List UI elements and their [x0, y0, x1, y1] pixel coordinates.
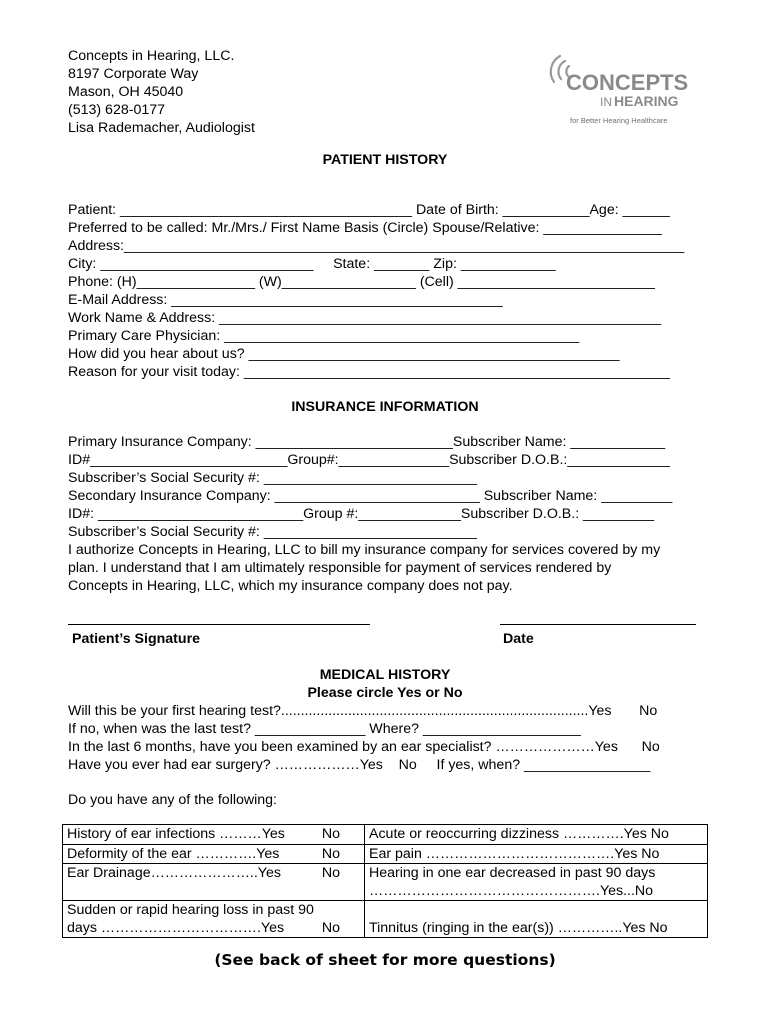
- table-row: [63, 844, 708, 864]
- primary-insurance-field[interactable]: Primary Insurance Company: _________________________Subscriber Name: ____________: [68, 434, 666, 450]
- footer-note: (See back of sheet for more questions): [214, 951, 556, 969]
- phone-fields[interactable]: Phone: (H)_______________ (W)_________________ (Cell) _________________________: [68, 274, 655, 290]
- table-row: [63, 864, 708, 901]
- no-option[interactable]: No: [321, 919, 340, 936]
- ear-surgery-question[interactable]: Have you ever had ear surgery? ………………Yes No If yes, when? ________________: [68, 757, 651, 773]
- condition-dizziness[interactable]: [365, 825, 708, 845]
- condition-yes-no: ………………………………………….Yes...No: [369, 882, 654, 899]
- no-option[interactable]: No: [321, 826, 340, 842]
- org-phone: (513) 628-0177: [68, 102, 166, 118]
- concepts-in-hearing-logo: [548, 52, 698, 132]
- date-label: Date: [503, 631, 534, 647]
- org-city-state-zip: Mason, OH 45040: [68, 84, 184, 100]
- first-hearing-test-question[interactable]: Will this be your first hearing test?..............................................................................Yes No: [68, 703, 658, 719]
- table-row: [63, 901, 708, 938]
- condition-label: Hearing in one ear decreased in past 90 days: [369, 865, 656, 881]
- secondary-id-group-dob-field[interactable]: ID#: __________________________Group #:_____________Subscriber D.O.B.: _________: [68, 506, 655, 522]
- city-state-zip-field[interactable]: City: ___________________________ State: _______ Zip: ____________: [68, 256, 556, 272]
- condition-sudden-hearing-loss[interactable]: [63, 901, 365, 938]
- condition-ear-pain[interactable]: [365, 844, 708, 864]
- table-row: [63, 825, 708, 845]
- work-address-field[interactable]: Work Name & Address: ________________________________________________________: [68, 310, 661, 326]
- condition-label: Sudden or rapid hearing loss in past 90: [67, 902, 314, 918]
- ear-specialist-question[interactable]: In the last 6 months, have you been examined by an ear specialist? …………………Yes No: [68, 739, 660, 755]
- logo-word-in: IN: [600, 95, 612, 109]
- org-name: Concepts in Hearing, LLC.: [68, 48, 235, 64]
- preferred-name-field[interactable]: Preferred to be called: Mr./Mrs./ First Name Basis (Circle) Spouse/Relative: _______________: [68, 220, 662, 236]
- address-field[interactable]: Address:_______________________________________________________________________: [68, 238, 685, 254]
- medical-history-title: MEDICAL HISTORY: [319, 667, 451, 683]
- condition-ear-infections[interactable]: [63, 825, 365, 845]
- insurance-title: INSURANCE INFORMATION: [291, 399, 479, 415]
- org-street: 8197 Corporate Way: [68, 66, 199, 82]
- logo-tagline: for Better Hearing Healthcare: [570, 116, 668, 125]
- condition-tinnitus[interactable]: [365, 901, 708, 938]
- authorization-text-3: Concepts in Hearing, LLC, which my insurance company does not pay.: [68, 578, 513, 594]
- signature-line[interactable]: [68, 624, 370, 625]
- condition-label: Tinnitus (ringing in the ear(s)) …………..Yes No: [369, 919, 668, 936]
- conditions-table: [62, 824, 708, 938]
- last-test-question[interactable]: If no, when was the last test? ______________ Where? ____________________: [68, 721, 581, 737]
- signature-label: Patient’s Signature: [72, 631, 200, 647]
- patient-history-title: PATIENT HISTORY: [322, 152, 448, 168]
- condition-label: Ear Drainage…………………..Yes: [67, 865, 281, 881]
- no-option[interactable]: No: [321, 865, 340, 881]
- logo-word-concepts: CONCEPTS: [566, 70, 689, 95]
- primary-ssn-field[interactable]: Subscriber’s Social Security #: ___________________________: [68, 470, 477, 486]
- authorization-text-1: I authorize Concepts in Hearing, LLC to bill my insurance company for services covered by my: [68, 542, 661, 558]
- no-option[interactable]: No: [321, 845, 340, 862]
- email-field[interactable]: E-Mail Address: __________________________________________: [68, 292, 503, 308]
- condition-one-ear-decrease[interactable]: [365, 864, 708, 901]
- primary-physician-field[interactable]: Primary Care Physician: _____________________________________________: [68, 328, 580, 344]
- patient-dob-age-field[interactable]: Patient: _____________________________________ Date of Birth: ___________Age: ______: [68, 202, 670, 218]
- secondary-ssn-field[interactable]: Subscriber’s Social Security #: ___________________________: [68, 524, 477, 540]
- date-line[interactable]: [500, 624, 696, 625]
- condition-yes: days …………………………….Yes: [67, 919, 285, 936]
- primary-id-group-dob-field[interactable]: ID#_________________________Group#:______________Subscriber D.O.B.:_____________: [68, 452, 670, 468]
- conditions-intro: Do you have any of the following:: [68, 792, 278, 808]
- visit-reason-field[interactable]: Reason for your visit today: ______________________________________________________: [68, 364, 670, 380]
- condition-label: History of ear infections ………Yes: [67, 826, 285, 842]
- medical-history-subtitle: Please circle Yes or No: [307, 685, 463, 701]
- secondary-insurance-field[interactable]: Secondary Insurance Company: __________________________ Subscriber Name: _________: [68, 488, 673, 504]
- condition-label: Deformity of the ear ………….Yes: [67, 845, 280, 862]
- condition-ear-drainage[interactable]: [63, 864, 365, 901]
- condition-label: Acute or reoccurring dizziness ………….Yes No: [369, 826, 669, 842]
- org-provider: Lisa Rademacher, Audiologist: [68, 120, 255, 136]
- condition-ear-deformity[interactable]: [63, 844, 365, 864]
- logo-word-hearing: HEARING: [614, 93, 679, 109]
- authorization-text-2: plan. I understand that I am ultimately responsible for payment of services rendered by: [68, 560, 612, 576]
- referral-source-field[interactable]: How did you hear about us? _______________________________________________: [68, 346, 620, 362]
- condition-label: Ear pain ………………………………….Yes No: [369, 845, 660, 862]
